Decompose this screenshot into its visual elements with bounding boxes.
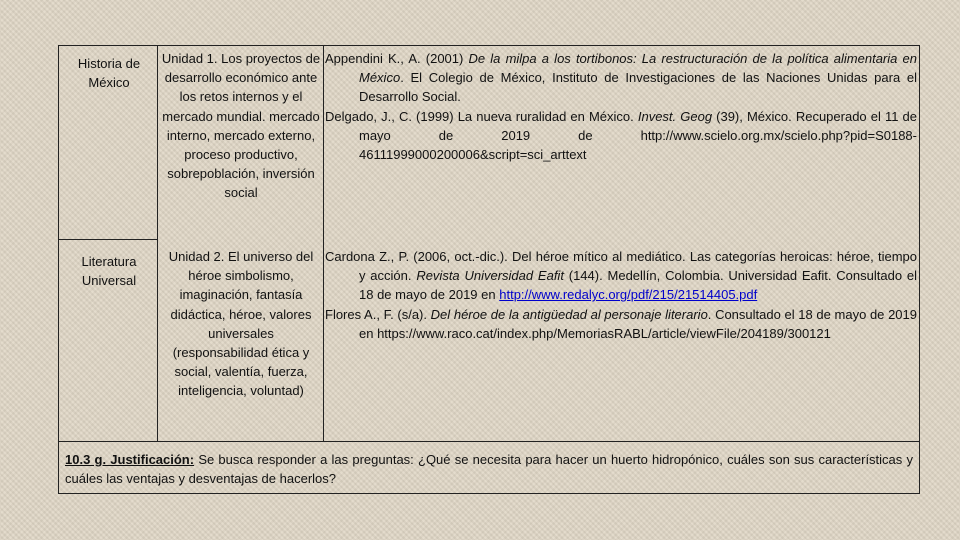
justification-text: Se busca responder a las preguntas: ¿Qué se necesita para hacer un huerto hidropónico, cuáles son sus características y cuáles las ventajas y desventajas de hacerlos? bbox=[65, 452, 914, 486]
justification-heading: 10.3 g. Justificación: bbox=[65, 452, 195, 467]
references-cell bbox=[325, 49, 917, 164]
reference-item: Delgado, J., C. (1999) La nueva ruralidad en México. Invest. Geog (39), México. Recuperado el 11 de mayo de 2019 de http://www.scielo.org.mx/scielo.php?pid=S0188-46111999000200006&script=sci_arttext bbox=[325, 108, 917, 163]
subject-cell: Literatura Universal bbox=[81, 254, 137, 289]
topics-cell: Unidad 1. Los proyectos de desarrollo económico ante los retos internos y el mercado mundial. mercado interno, mercado externo, proceso productivo, sobrepoblación, inversión social bbox=[161, 51, 321, 201]
curriculum-table bbox=[58, 45, 920, 494]
row-divider-1 bbox=[59, 239, 157, 240]
column-divider-2 bbox=[323, 46, 324, 441]
reference-link[interactable]: http://www.redalyc.org/pdf/215/21514405.pdf bbox=[499, 287, 758, 303]
topics-cell: Unidad 2. El universo del héroe simbolismo, imaginación, fantasía didáctica, héroe, valores universales (responsabilidad ética y social, valentía, fuerza, inteligencia, voluntad) bbox=[168, 249, 314, 399]
reference-item: Flores A., F. (s/a). Del héroe de la antigüedad al personaje literario. Consultado el 18 de mayo de 2019 en https://www.raco.cat/index.php/MemoriasRABL/article/viewFile/204189/300121 bbox=[325, 306, 917, 341]
row-divider-2 bbox=[59, 441, 919, 442]
references-cell bbox=[325, 247, 917, 343]
subject-cell: Historia de México bbox=[77, 56, 141, 91]
column-divider-1 bbox=[157, 46, 158, 441]
justification-cell bbox=[65, 450, 913, 488]
reference-item: Appendini K., A. (2001) De la milpa a los tortibonos: La restructuración de la política alimentaria en México. El Colegio de México, Instituto de Investigaciones de las Naciones Unidas para el Desarrollo Social. bbox=[325, 51, 918, 105]
reference-item: Cardona Z., P. (2006, oct.-dic.). Del héroe mítico al mediático. Las categorías heroicas: héroe, tiempo y acción. Revista Universidad Eafit (144). Medellín, Colombia. Universidad Eafit. Consultado el 18 de mayo de 2019 en http://www.redalyc.org/pdf/215/21514405.pdf bbox=[325, 249, 917, 303]
